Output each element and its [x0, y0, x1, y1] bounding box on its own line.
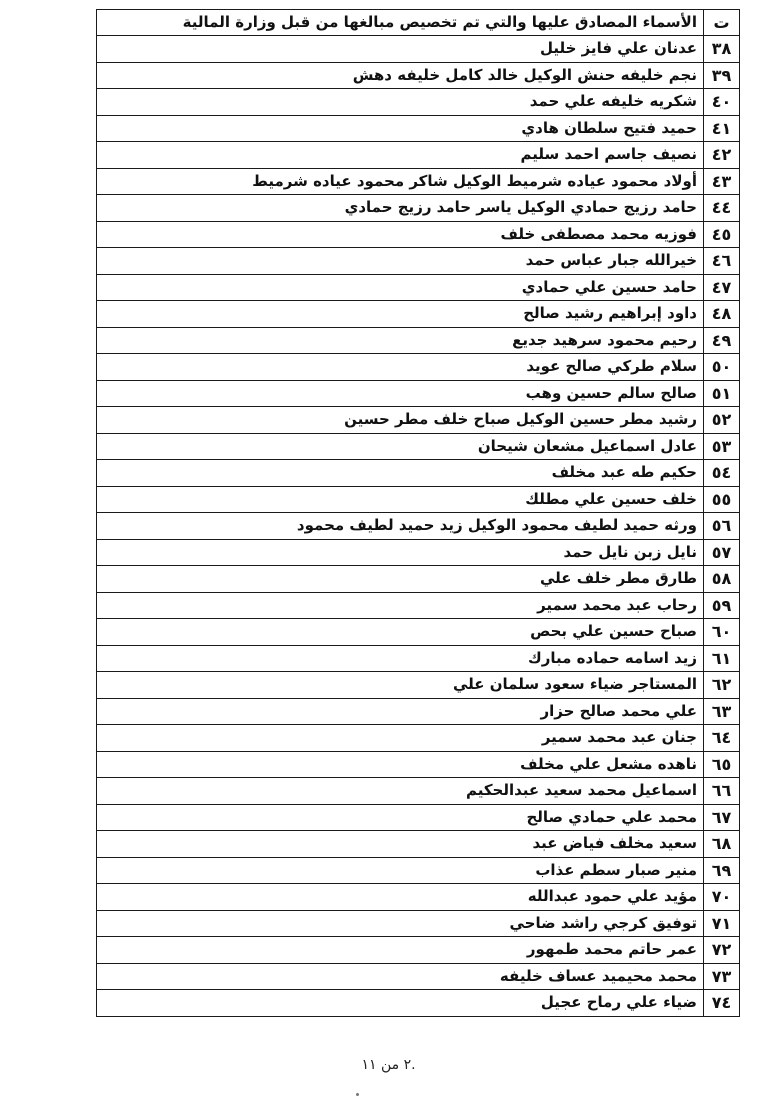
row-name: المستاجر ضياء سعود سلمان علي [97, 672, 704, 699]
row-name: حكيم طه عبد مخلف [97, 460, 704, 487]
table-row [97, 778, 740, 805]
table-row [97, 513, 740, 540]
table-row [97, 539, 740, 566]
row-number: ٤٥ [704, 221, 740, 248]
row-name: عادل اسماعيل مشعان شيحان [97, 433, 704, 460]
row-name: رحاب عبد محمد سمير [97, 592, 704, 619]
table-row [97, 804, 740, 831]
row-number: ٣٩ [704, 62, 740, 89]
table-row [97, 592, 740, 619]
row-name: حميد فتيح سلطان هادي [97, 115, 704, 142]
table-row [97, 115, 740, 142]
row-name: محمد محيميد عساف خليفه [97, 963, 704, 990]
table-row [97, 327, 740, 354]
table-row [97, 990, 740, 1017]
table-row [97, 89, 740, 116]
row-number: ٣٨ [704, 36, 740, 63]
table-row [97, 168, 740, 195]
row-number: ٥٢ [704, 407, 740, 434]
table-row [97, 62, 740, 89]
row-name: عدنان علي فايز خليل [97, 36, 704, 63]
row-number: ٥٩ [704, 592, 740, 619]
table-row [97, 884, 740, 911]
row-name: خلف حسين علي مطلك [97, 486, 704, 513]
row-number: ٤١ [704, 115, 740, 142]
table-row [97, 831, 740, 858]
table-row [97, 248, 740, 275]
row-number: ٤٧ [704, 274, 740, 301]
row-name: نصيف جاسم احمد سليم [97, 142, 704, 169]
row-number: ٦٤ [704, 725, 740, 752]
row-name: حامد حسين علي حمادي [97, 274, 704, 301]
table-row [97, 36, 740, 63]
row-number: ٦٧ [704, 804, 740, 831]
row-number: ٦١ [704, 645, 740, 672]
number-column-header: ت [704, 10, 740, 36]
table-row [97, 698, 740, 725]
table-row [97, 407, 740, 434]
table-row [97, 460, 740, 487]
row-number: ٤٦ [704, 248, 740, 275]
row-name: مؤيد علي حمود عبدالله [97, 884, 704, 911]
table-row [97, 486, 740, 513]
table-row [97, 910, 740, 937]
row-name: أولاد محمود عياده شرميط الوكيل شاكر محمود عياده شرميط [97, 168, 704, 195]
row-name: توفيق كرجي راشد ضاحي [97, 910, 704, 937]
row-number: ٥٣ [704, 433, 740, 460]
row-name: فوزيه محمد مصطفى خلف [97, 221, 704, 248]
table-row [97, 857, 740, 884]
row-name: حامد رزيج حمادي الوكيل ياسر حامد رزيج حمادي [97, 195, 704, 222]
row-number: ٧٠ [704, 884, 740, 911]
table-row [97, 566, 740, 593]
scan-speck [356, 1093, 359, 1096]
page-number: .٢ من ١١ [361, 1057, 416, 1073]
row-number: ٦٢ [704, 672, 740, 699]
row-number: ٦٩ [704, 857, 740, 884]
row-name: سعيد مخلف فياض عبد [97, 831, 704, 858]
row-number: ٤٠ [704, 89, 740, 116]
names-column-header: الأسماء المصادق عليها والتي تم تخصيص مبالغها من قبل وزارة المالية [97, 10, 704, 36]
row-number: ٥٤ [704, 460, 740, 487]
row-number: ٧١ [704, 910, 740, 937]
row-number: ٤٢ [704, 142, 740, 169]
table-row [97, 380, 740, 407]
table-row [97, 142, 740, 169]
table-row [97, 195, 740, 222]
row-number: ٦٦ [704, 778, 740, 805]
row-number: ٥٨ [704, 566, 740, 593]
row-number: ٥١ [704, 380, 740, 407]
row-name: شكريه خليفه علي حمد [97, 89, 704, 116]
table-row [97, 221, 740, 248]
row-name: عمر حاتم محمد طمهور [97, 937, 704, 964]
row-number: ٤٤ [704, 195, 740, 222]
row-number: ٥٧ [704, 539, 740, 566]
table-row [97, 937, 740, 964]
row-name: نجم خليفه حنش الوكيل خالد كامل خليفه دهش [97, 62, 704, 89]
row-name: رشيد مطر حسين الوكيل صباح خلف مطر حسين [97, 407, 704, 434]
row-number: ٧٢ [704, 937, 740, 964]
row-name: رحيم محمود سرهيد جديع [97, 327, 704, 354]
table-row [97, 645, 740, 672]
table-row [97, 672, 740, 699]
table-body [97, 36, 740, 1017]
row-name: صالح سالم حسين وهب [97, 380, 704, 407]
table-header-row [97, 10, 740, 36]
row-name: نايل زبن نايل حمد [97, 539, 704, 566]
table-row [97, 274, 740, 301]
row-name: ورثه حميد لطيف محمود الوكيل زيد حميد لطيف محمود [97, 513, 704, 540]
row-number: ٧٣ [704, 963, 740, 990]
row-name: محمد علي حمادي صالح [97, 804, 704, 831]
row-name: طارق مطر خلف علي [97, 566, 704, 593]
row-number: ٦٠ [704, 619, 740, 646]
table-row [97, 354, 740, 381]
row-number: ٦٣ [704, 698, 740, 725]
row-name: خيرالله جبار عباس حمد [97, 248, 704, 275]
names-table [96, 9, 740, 1017]
table-row [97, 751, 740, 778]
row-number: ٤٣ [704, 168, 740, 195]
row-name: ضياء علي رماح عجيل [97, 990, 704, 1017]
table-row [97, 725, 740, 752]
table-row [97, 619, 740, 646]
row-name: ناهده مشعل علي مخلف [97, 751, 704, 778]
row-name: اسماعيل محمد سعيد عبدالحكيم [97, 778, 704, 805]
row-number: ٥٦ [704, 513, 740, 540]
row-number: ٦٨ [704, 831, 740, 858]
row-name: جنان عبد محمد سمير [97, 725, 704, 752]
row-number: ٧٤ [704, 990, 740, 1017]
row-number: ٤٨ [704, 301, 740, 328]
row-name: علي محمد صالح حزار [97, 698, 704, 725]
table-row [97, 301, 740, 328]
row-name: منير صبار سطم عذاب [97, 857, 704, 884]
row-number: ٥٠ [704, 354, 740, 381]
row-name: داود إبراهيم رشيد صالح [97, 301, 704, 328]
row-name: سلام طركي صالح عويد [97, 354, 704, 381]
row-number: ٦٥ [704, 751, 740, 778]
row-name: صباح حسين علي بحص [97, 619, 704, 646]
table-row [97, 433, 740, 460]
row-number: ٥٥ [704, 486, 740, 513]
row-number: ٤٩ [704, 327, 740, 354]
table-row [97, 963, 740, 990]
row-name: زيد اسامه حماده مبارك [97, 645, 704, 672]
